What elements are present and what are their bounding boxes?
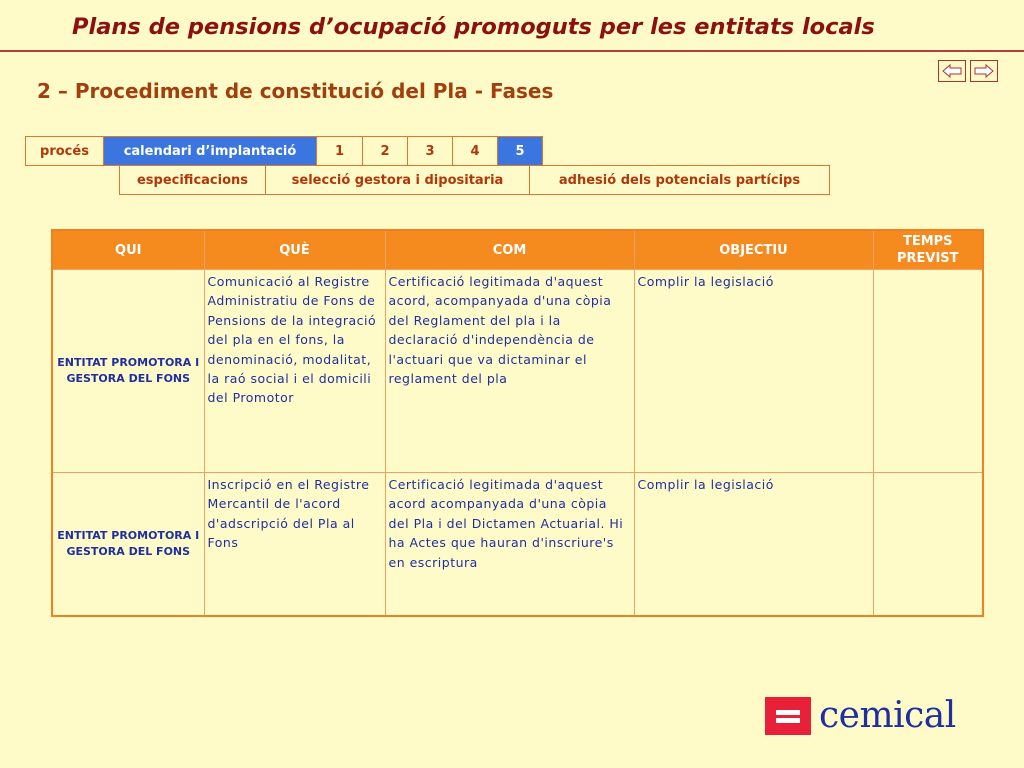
subphase-tabs [119, 165, 830, 195]
logo-text: cemical [819, 695, 956, 736]
cell-temps [873, 473, 983, 617]
cell-temps [873, 270, 983, 473]
cell-objectiu: Complir la legislació [634, 270, 873, 473]
cell-com: Certificació legitimada d'aquest acord acompanyada d'una còpia del Pla i del Dictamen Actuarial. Hi ha Actes que hauran d'inscriure's en escriptura [385, 473, 634, 617]
cell-que: Inscripció en el Registre Mercantil de l'acord d'adscripció del Pla al Fons [204, 473, 385, 617]
cell-objectiu: Complir la legislació [634, 473, 873, 617]
table-row [52, 473, 983, 617]
header-qui: QUI [52, 230, 204, 270]
next-button[interactable] [970, 60, 998, 82]
procedure-table [51, 229, 984, 617]
right-arrow-icon [974, 64, 994, 78]
header-com: COM [385, 230, 634, 270]
tab-especificacions[interactable]: especificacions [120, 166, 266, 194]
tab-2[interactable]: 2 [363, 137, 408, 165]
tab-3[interactable]: 3 [408, 137, 453, 165]
header-temps-previst: TEMPS PREVIST [873, 230, 983, 270]
tab-4[interactable]: 4 [453, 137, 498, 165]
tab-1[interactable]: 1 [317, 137, 363, 165]
prev-button[interactable] [938, 60, 966, 82]
title-divider [0, 50, 1024, 52]
table-row [52, 270, 983, 473]
cell-qui: ENTITAT PROMOTORA I GESTORA DEL FONS [52, 270, 204, 473]
cell-qui: ENTITAT PROMOTORA I GESTORA DEL FONS [52, 473, 204, 617]
navigation-arrows [938, 60, 998, 82]
header-objectiu: OBJECTIU [634, 230, 873, 270]
tab-adhesio-particips[interactable]: adhesió dels potencials partícips [530, 166, 830, 194]
tab-5[interactable]: 5 [498, 137, 543, 165]
cemical-logo [765, 697, 956, 735]
phase-tabs [25, 136, 543, 166]
tab-seleccio-gestora[interactable]: selecció gestora i dipositaria [266, 166, 530, 194]
equals-logo-icon [765, 697, 811, 735]
tab-calendari-implantacio[interactable]: calendari d’implantació [104, 137, 317, 165]
cell-que: Comunicació al Registre Administratiu de Fons de Pensions de la integració del pla en el fons, la denominació, modalitat, la raó social i el domicili del Promotor [204, 270, 385, 473]
cell-com: Certificació legitimada d'aquest acord, acompanyada d'una còpia del Reglament del pla i la declaració d'independència de l'actuari que va dictaminar el reglament del pla [385, 270, 634, 473]
tab-proces[interactable]: procés [26, 137, 104, 165]
table-header-row [52, 230, 983, 270]
page-title: Plans de pensions d’ocupació promoguts per les entitats locals [72, 14, 875, 40]
left-arrow-icon [942, 64, 962, 78]
section-subtitle: 2 – Procediment de constitució del Pla - Fases [37, 79, 554, 103]
header-que: QUÈ [204, 230, 385, 270]
